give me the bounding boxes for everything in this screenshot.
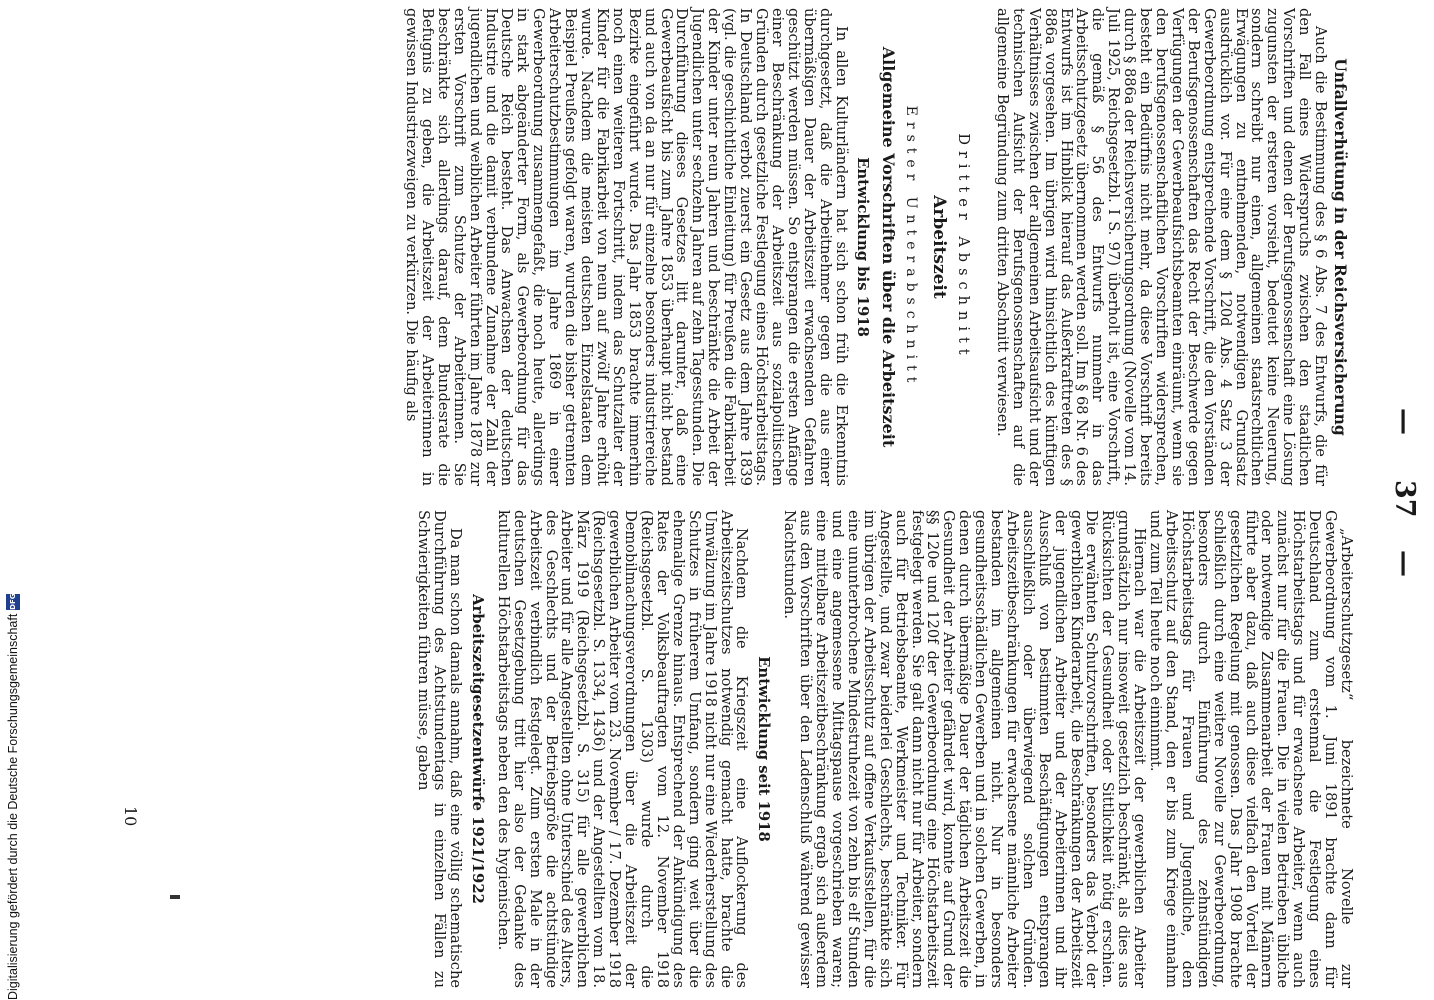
scan-mark: [170, 895, 180, 899]
heading-unfallverhuetung: Unfallverhütung in der Reichsversicherung: [1331, 58, 1350, 436]
header-dash-left: —: [1389, 408, 1420, 435]
left-text-column: [403, 8, 1354, 486]
paragraph-arbeitszeitgesetzentwuerfe: Da man schon damals annahm, daß eine völlig schematische Durchführung des Achtstundentags in einzelnen Fällen zu Schwierigkeiten führen müsse, gaben: [415, 510, 465, 988]
rotated-document-page: [100, 0, 1430, 1000]
subsection-title: Erster Unterabschnitt: [903, 105, 920, 389]
heading-arbeitszeitgesetzentwuerfe: Arbeitszeitgesetzentwürfe 1921/1922: [468, 594, 486, 904]
page-header: [1388, 0, 1428, 1000]
right-text-column: [415, 510, 1354, 988]
dfg-logo-icon: DFG: [6, 594, 20, 610]
funding-notice: [4, 0, 22, 1000]
chapter-title: Arbeitszeit: [929, 195, 950, 299]
paragraph-entwicklung-bis-1918: In allen Kulturländern hat sich schon früh die Erkenntnis durchgesetzt, daß die Arbeitnehmer gegen die aus einer übermäßigen Dauer der Arbeitszeit erwachsenden Gefahren geschützt werden müssen. So entsprangen die ersten Anfänge einer Beschränkung der Arbeitszeit aus sozialpolitischen Gründen durch gesetzliche Festlegung eines Höchstarbeitstags. In Deutschland verbot zuerst ein Gesetz aus dem Jahre 1839 (vgl. die geschichtliche Einleitung) für Preußen die Fabrikarbeit der Kinder unter neun Jahren und beschränkte die Arbeit der Jugendlichen unter sechzehn Jahren auf zehn Tagesstunden. Die Durchführung dieses Gesetzes litt darunter, daß eine Gewerbeaufsicht bis zum Jahre 1853 überhaupt nicht bestand und auch von da an nur für einzelne besonders industriereiche Bezirke eingeführt wurde. Das Jahr 1853 brachte immerhin noch einen weiteren Fortschritt, indem das Schutzalter der Kinder für die Fabrikarbeit von neun auf zwölf Jahre erhöht wurde. Nachdem die meisten deutschen Einzelstaaten dem Beispiel Preußens gefolgt waren, wurden die bisher getrennten Arbeiterschutzbestimmungen im Jahre 1869 in einer Gewerbeordnung zusammengefaßt, die noch heute, allerdings in stark abgeänderter Form, als Gewerbeordnung für das Deutsche Reich besteht. Das Anwachsen der deutschen Industrie und die damit verbundene Zunahme der Zahl der jugendlichen und weiblichen Arbeiter führten im Jahre 1878 zur ersten Vorschrift zum Schutze der Arbeiterinnen. Sie beschränkte sich allerdings darauf, dem Bundesrate die Befugnis zu geben, die Arbeitszeit der Arbeiterinnen in gewissen Industriezweigen zu verkürzen. Die häufig als: [403, 8, 850, 487]
subsection-heading: Allgemeine Vorschriften über die Arbeitszeit: [879, 46, 899, 448]
paragraph-entwicklung-seit-1918: Nachdem die Kriegszeit eine Auflockerung des Arbeitszeitschutzes notwendig gemacht hatte, brachte die Umwälzung im Jahre 1918 nicht nur eine Wiederherstellung des Schutzes in früherem Umfang, sondern ging weit über die ehemalige Grenze hinaus. Entsprechend der Ankündigung des Rates der Volksbeauftragten vom 12. November 1918 (Reichsgesetzbl. S. 1303) wurde durch die Demobilmachungsverordnungen über die Arbeitszeit der gewerblichen Arbeiter vom 23. November / 17. Dezember 1918 (Reichsgesetzbl. S. 1334, 1436) und der Angestellten vom 18. März 1919 (Reichsgesetzbl. S. 315) für alle gewerblichen Arbeiter und für alle Angestellten ohne Unterschied des Alters, des Geschlechts und der Betriebsgröße die achtstündige Arbeitszeit verbindlich festgelegt. Zum ersten Male in der deutschen Gesetzgebung tritt hier also der Gedanke des kulturellen Höchstarbeitstags neben den des hygienischen.: [494, 510, 751, 988]
heading-entwicklung-seit-1918: Entwicklung seit 1918: [755, 656, 773, 842]
header-dash-right: —: [1389, 550, 1420, 577]
paragraph-unfallverhuetung: Auch die Bestimmung des § 6 Abs. 7 des Entwurfs, die für den Fall eines Widerspruchs zwischen den staatlichen Vorschriften und denen der Berufsgenossenschaft eine Lösung zugunsten der ersteren vorsieht, bedeutet keine Neuerung, sondern schreibt nur einen, allgemeinen staatsrechtlichen Erwägungen zu entnehmenden, notwendigen Grundsatz ausdrücklich vor. Für eine dem § 120d Abs. 4 Satz 3 der Gewerbeordnung entsprechende Vorschrift, die den Vorständen der Berufsgenossenschaften das Recht der Beschwerde gegen Verfügungen der Gewerbeaufsichtsbeamten einräumt, wenn sie den berufsgenossenschaftlichen Vorschriften widersprechen, besteht ein Bedürfnis nicht mehr, da diese Vorschrift bereits durch § 886a der Reichsversicherungsordnung (Novelle vom 14. Juli 1925, Reichsgesetzbl. I S. 97) überholt ist, eine Vorschrift, die gemäß § 56 des Entwurfs nunmehr in das Arbeitsschutzgesetz übernommen werden soll. Im § 68 Nr. 6 des Entwurfs ist im Hinblick hierauf das Außerkrafttreten des § 886a vorgesehen. Im übrigen wird hinsichtlich des künftigen Verhältnisses zwischen der allgemeinen Arbeitsaufsicht und der technischen Aufsicht der Berufsgenossenschaften auf die allgemeine Begründung zum dritten Abschnitt verwiesen.: [993, 8, 1330, 486]
paragraph-arbeiterschutzgesetz: „Arbeiterschutzgesetz“ bezeichnete Novelle zur Gewerbeordnung vom 1. Juni 1891 brachte dann für Deutschland zum erstenmal die Festlegung eines Höchstarbeitstags und für erwachsene Arbeiter, wenn auch zunächst nur für die Frauen. Die in vielen Betrieben übliche oder notwendige Zusammenarbeit der Frauen mit Männern führte aber dazu, daß auch diese vielfach den Vorteil der gesetzlichen Regelung mit genossen. Das Jahr 1908 brachte schließlich durch eine weitere Novelle zur Gewerbeordnung, besonders durch Einführung des zehnstündigen Höchstarbeitstags für Frauen und Jugendliche, den Arbeitsschutz auf den Stand, den er bis zum Kriege einnahm und zum Teil heute noch einnimmt.: [1147, 510, 1355, 988]
page-number: 37: [1389, 480, 1420, 518]
paragraph-hiernach: Hiernach war die Arbeitszeit der gewerblichen Arbeiter grundsätzlich nur insoweit gesetzlich beschränkt, als dies aus Rücksichten der Gesundheit oder Sittlichkeit nötig erschien. Die erwähnten Schutzvorschriften, besonders das Verbot der gewerblichen Kinderarbeit, die Beschränkungen der Arbeitszeit der jugendlichen Arbeiter und der Arbeiterinnen und ihr Ausschluß von bestimmten Beschäftigungen entsprangen ausschließlich oder überwiegend solchen Gründen. Arbeitszeitbeschränkungen für erwachsene männliche Arbeiter bestanden im allgemeinen nicht. Nur in besonders gesundheitsschädlichen Gewerben und in solchen Gewerben, in denen durch übermäßige Dauer der täglichen Arbeitszeit die Gesundheit der Arbeiter gefährdet wird, konnte auf Grund der §§ 120e und 120f der Gewerbeordnung eine Höchstarbeitszeit festgelegt werden. Sie galt dann nicht nur für Arbeiter, sondern auch für Betriebsbeamte, Werkmeister und Techniker. Für Angestellte, und zwar beiderlei Geschlechts, beschränkte sich im übrigen der Arbeitsschutz auf offene Verkaufsstellen, für die eine ununterbrochene Mindestruhezeit von zehn bis elf Stunden und eine angemessene Mittagspause vorgeschrieben waren; eine mittelbare Arbeitszeitbeschränkung ergab sich außerdem aus den Vorschriften über den Ladenschluß während gewisser Nachtstunden.: [781, 510, 1149, 988]
signature-number: 10: [121, 806, 140, 827]
section-title: Dritter Abschnitt: [955, 133, 972, 361]
heading-entwicklung-bis-1918: Entwicklung bis 1918: [854, 157, 872, 337]
funding-notice-text: Digitalisierung gefördert durch die Deutsche Forschungsgemeinschaft: [6, 613, 20, 1000]
